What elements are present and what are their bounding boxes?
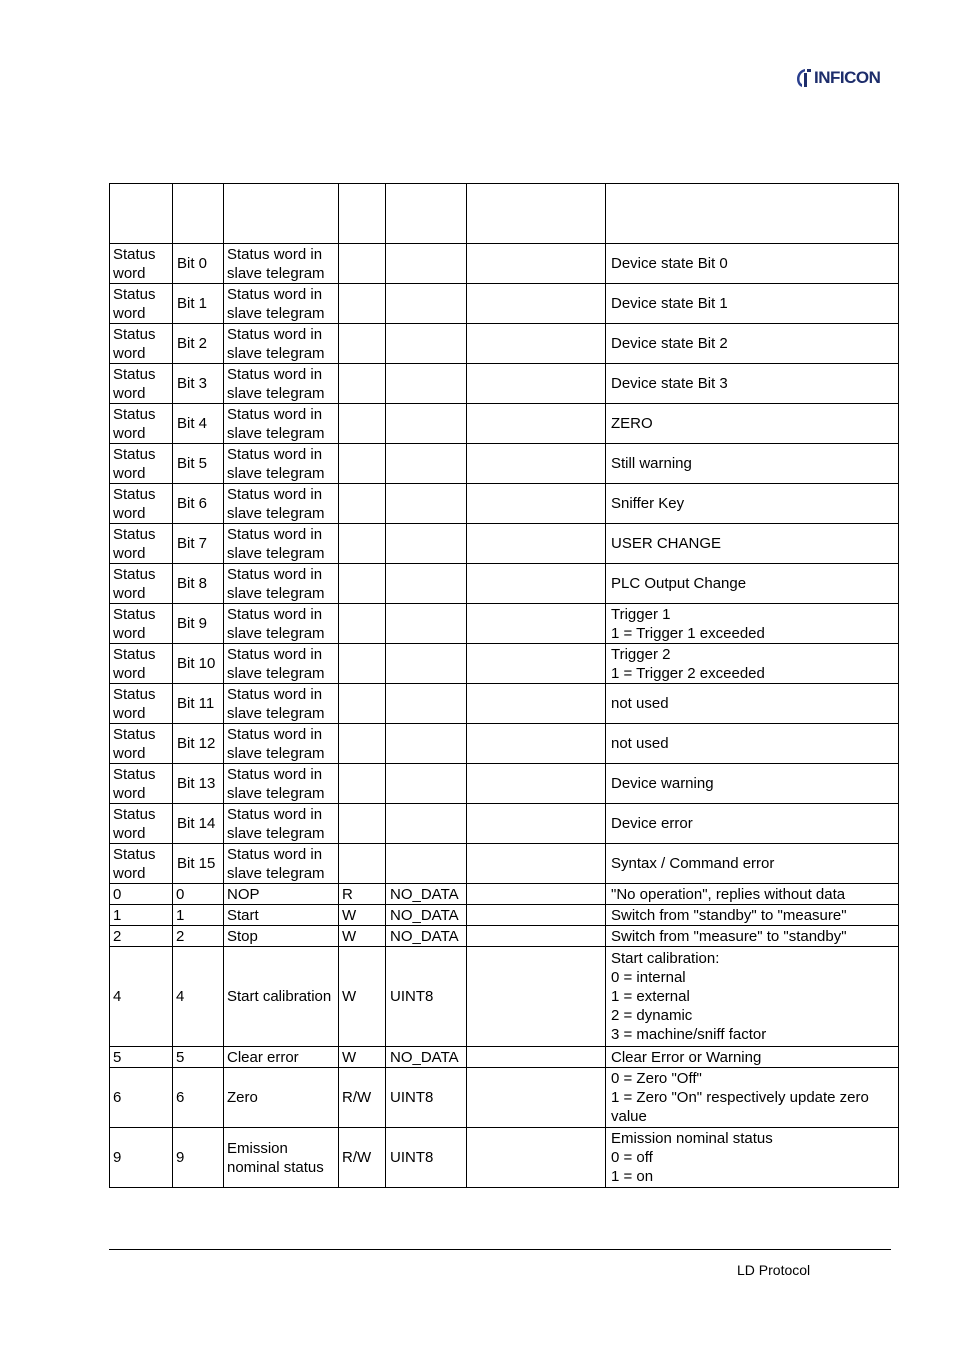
cell-bit: Bit 7: [173, 524, 224, 564]
cell-range: [467, 684, 606, 724]
cell-type: [386, 364, 467, 404]
cell-number: 5: [110, 1047, 173, 1068]
header-cell: [467, 184, 606, 244]
status-command-table: [109, 183, 899, 1188]
cell-access: [339, 284, 386, 324]
cell-command: Stop: [224, 926, 339, 947]
table-row: [110, 844, 899, 884]
cell-access: R/W: [339, 1128, 386, 1188]
cell-range: [467, 1128, 606, 1188]
cell-range: [467, 364, 606, 404]
cell-access: W: [339, 905, 386, 926]
table-row: [110, 884, 899, 905]
cell-type: [386, 284, 467, 324]
cell-type: NO_DATA: [386, 1047, 467, 1068]
cell-range: [467, 284, 606, 324]
cell-access: [339, 844, 386, 884]
cell-access: [339, 804, 386, 844]
cell-access: [339, 324, 386, 364]
cell-type: [386, 404, 467, 444]
cell-command: Zero: [224, 1068, 339, 1128]
cell-description: Status word in slave telegram: [224, 764, 339, 804]
cell-range: [467, 604, 606, 644]
cell-object: Status word: [110, 644, 173, 684]
cell-type: [386, 444, 467, 484]
cell-object: Status word: [110, 444, 173, 484]
cell-access: [339, 684, 386, 724]
cell-meaning: Switch from "measure" to "standby": [606, 926, 899, 947]
table-row: [110, 1068, 899, 1128]
cell-object: Status word: [110, 844, 173, 884]
cell-type: UINT8: [386, 947, 467, 1047]
header-cell: [339, 184, 386, 244]
table-row: [110, 644, 899, 684]
brand-name: INFICON: [814, 68, 881, 87]
table-row: [110, 484, 899, 524]
cell-description: Status word in slave telegram: [224, 444, 339, 484]
cell-bit: Bit 9: [173, 604, 224, 644]
cell-description: Status word in slave telegram: [224, 564, 339, 604]
cell-number: 4: [110, 947, 173, 1047]
cell-access: [339, 364, 386, 404]
cell-meaning: Device state Bit 0: [606, 244, 899, 284]
cell-bit: Bit 4: [173, 404, 224, 444]
cell-object: Status word: [110, 724, 173, 764]
table-row: [110, 905, 899, 926]
cell-access: [339, 244, 386, 284]
cell-object: Status word: [110, 524, 173, 564]
cell-type: [386, 764, 467, 804]
table-row: [110, 244, 899, 284]
cell-range: [467, 484, 606, 524]
cell-meaning: Emission nominal status 0 = off 1 = on: [606, 1128, 899, 1188]
cell-type: [386, 844, 467, 884]
cell-range: [467, 244, 606, 284]
cell-type: [386, 684, 467, 724]
cell-access: [339, 604, 386, 644]
header-cell: [606, 184, 899, 244]
cell-bit: Bit 10: [173, 644, 224, 684]
cell-description: Status word in slave telegram: [224, 364, 339, 404]
cell-bit: Bit 2: [173, 324, 224, 364]
cell-type: [386, 524, 467, 564]
table-row: [110, 564, 899, 604]
table-row: [110, 684, 899, 724]
cell-index: 6: [173, 1068, 224, 1128]
cell-access: W: [339, 926, 386, 947]
table-header-row: [110, 184, 899, 244]
cell-description: Status word in slave telegram: [224, 684, 339, 724]
cell-command: Clear error: [224, 1047, 339, 1068]
cell-command: Emission nominal status: [224, 1128, 339, 1188]
cell-type: [386, 644, 467, 684]
header-cell: [173, 184, 224, 244]
cell-range: [467, 1047, 606, 1068]
cell-description: Status word in slave telegram: [224, 724, 339, 764]
cell-type: [386, 324, 467, 364]
cell-range: [467, 724, 606, 764]
table-row: [110, 804, 899, 844]
cell-range: [467, 884, 606, 905]
footer-label: LD Protocol: [737, 1262, 811, 1278]
cell-type: [386, 604, 467, 644]
cell-description: Status word in slave telegram: [224, 324, 339, 364]
cell-range: [467, 444, 606, 484]
cell-type: [386, 484, 467, 524]
inficon-logo-icon: [796, 68, 812, 88]
cell-type: [386, 724, 467, 764]
cell-type: NO_DATA: [386, 884, 467, 905]
cell-object: Status word: [110, 404, 173, 444]
inficon-logo: [796, 67, 880, 89]
cell-meaning: ZERO: [606, 404, 899, 444]
table-row: [110, 324, 899, 364]
cell-bit: Bit 1: [173, 284, 224, 324]
cell-description: Status word in slave telegram: [224, 644, 339, 684]
cell-access: [339, 724, 386, 764]
table-row: [110, 444, 899, 484]
cell-bit: Bit 5: [173, 444, 224, 484]
cell-meaning: "No operation", replies without data: [606, 884, 899, 905]
cell-meaning: Syntax / Command error: [606, 844, 899, 884]
cell-type: UINT8: [386, 1128, 467, 1188]
cell-type: UINT8: [386, 1068, 467, 1128]
cell-type: NO_DATA: [386, 905, 467, 926]
cell-bit: Bit 14: [173, 804, 224, 844]
cell-bit: Bit 13: [173, 764, 224, 804]
cell-access: [339, 444, 386, 484]
header-cell: [386, 184, 467, 244]
cell-range: [467, 564, 606, 604]
cell-type: [386, 804, 467, 844]
cell-number: 0: [110, 884, 173, 905]
header-cell: [110, 184, 173, 244]
cell-access: [339, 484, 386, 524]
cell-meaning: Device state Bit 1: [606, 284, 899, 324]
cell-access: R/W: [339, 1068, 386, 1128]
cell-description: Status word in slave telegram: [224, 244, 339, 284]
cell-range: [467, 804, 606, 844]
cell-index: 5: [173, 1047, 224, 1068]
cell-index: 1: [173, 905, 224, 926]
cell-access: [339, 764, 386, 804]
cell-meaning: 0 = Zero "Off" 1 = Zero "On" respectively update zero value: [606, 1068, 899, 1128]
cell-range: [467, 1068, 606, 1128]
cell-range: [467, 524, 606, 564]
table-body: [110, 184, 899, 1188]
cell-access: W: [339, 947, 386, 1047]
cell-bit: Bit 3: [173, 364, 224, 404]
cell-meaning: Start calibration: 0 = internal 1 = external 2 = dynamic 3 = machine/sniff factor: [606, 947, 899, 1047]
cell-object: Status word: [110, 604, 173, 644]
cell-meaning: Trigger 1 1 = Trigger 1 exceeded: [606, 604, 899, 644]
table-row: [110, 724, 899, 764]
cell-index: 4: [173, 947, 224, 1047]
cell-meaning: Device error: [606, 804, 899, 844]
cell-object: Status word: [110, 244, 173, 284]
cell-access: [339, 564, 386, 604]
cell-command: Start: [224, 905, 339, 926]
cell-number: 9: [110, 1128, 173, 1188]
footer-rule: [109, 1249, 891, 1250]
cell-meaning: Device warning: [606, 764, 899, 804]
cell-range: [467, 947, 606, 1047]
cell-description: Status word in slave telegram: [224, 524, 339, 564]
table-row: [110, 364, 899, 404]
table-row: [110, 604, 899, 644]
cell-command: NOP: [224, 884, 339, 905]
cell-description: Status word in slave telegram: [224, 284, 339, 324]
cell-access: [339, 644, 386, 684]
cell-description: Status word in slave telegram: [224, 404, 339, 444]
table-row: [110, 1128, 899, 1188]
cell-object: Status word: [110, 764, 173, 804]
cell-meaning: Clear Error or Warning: [606, 1047, 899, 1068]
cell-object: Status word: [110, 364, 173, 404]
cell-range: [467, 905, 606, 926]
cell-index: 2: [173, 926, 224, 947]
cell-access: R: [339, 884, 386, 905]
cell-bit: Bit 0: [173, 244, 224, 284]
cell-bit: Bit 15: [173, 844, 224, 884]
cell-access: [339, 524, 386, 564]
cell-access: W: [339, 1047, 386, 1068]
cell-meaning: Device state Bit 3: [606, 364, 899, 404]
cell-bit: Bit 8: [173, 564, 224, 604]
table-row: [110, 284, 899, 324]
cell-range: [467, 404, 606, 444]
cell-meaning: not used: [606, 684, 899, 724]
table-row: [110, 404, 899, 444]
cell-type: NO_DATA: [386, 926, 467, 947]
cell-object: Status word: [110, 284, 173, 324]
cell-meaning: Trigger 2 1 = Trigger 2 exceeded: [606, 644, 899, 684]
cell-meaning: Sniffer Key: [606, 484, 899, 524]
cell-description: Status word in slave telegram: [224, 804, 339, 844]
header-cell: [224, 184, 339, 244]
cell-access: [339, 404, 386, 444]
cell-bit: Bit 11: [173, 684, 224, 724]
cell-type: [386, 564, 467, 604]
cell-range: [467, 926, 606, 947]
cell-object: Status word: [110, 564, 173, 604]
cell-type: [386, 244, 467, 284]
cell-command: Start calibration: [224, 947, 339, 1047]
cell-range: [467, 644, 606, 684]
cell-object: Status word: [110, 484, 173, 524]
table-row: [110, 947, 899, 1047]
cell-object: Status word: [110, 324, 173, 364]
cell-object: Status word: [110, 684, 173, 724]
cell-range: [467, 324, 606, 364]
cell-bit: Bit 12: [173, 724, 224, 764]
cell-number: 6: [110, 1068, 173, 1128]
cell-range: [467, 844, 606, 884]
table-row: [110, 764, 899, 804]
cell-bit: Bit 6: [173, 484, 224, 524]
cell-meaning: Still warning: [606, 444, 899, 484]
cell-meaning: USER CHANGE: [606, 524, 899, 564]
cell-description: Status word in slave telegram: [224, 484, 339, 524]
cell-description: Status word in slave telegram: [224, 844, 339, 884]
table-row: [110, 926, 899, 947]
table-row: [110, 524, 899, 564]
cell-meaning: PLC Output Change: [606, 564, 899, 604]
cell-range: [467, 764, 606, 804]
cell-meaning: not used: [606, 724, 899, 764]
cell-index: 0: [173, 884, 224, 905]
cell-index: 9: [173, 1128, 224, 1188]
cell-description: Status word in slave telegram: [224, 604, 339, 644]
table-row: [110, 1047, 899, 1068]
cell-number: 1: [110, 905, 173, 926]
cell-object: Status word: [110, 804, 173, 844]
cell-meaning: Switch from "standby" to "measure": [606, 905, 899, 926]
cell-meaning: Device state Bit 2: [606, 324, 899, 364]
cell-number: 2: [110, 926, 173, 947]
